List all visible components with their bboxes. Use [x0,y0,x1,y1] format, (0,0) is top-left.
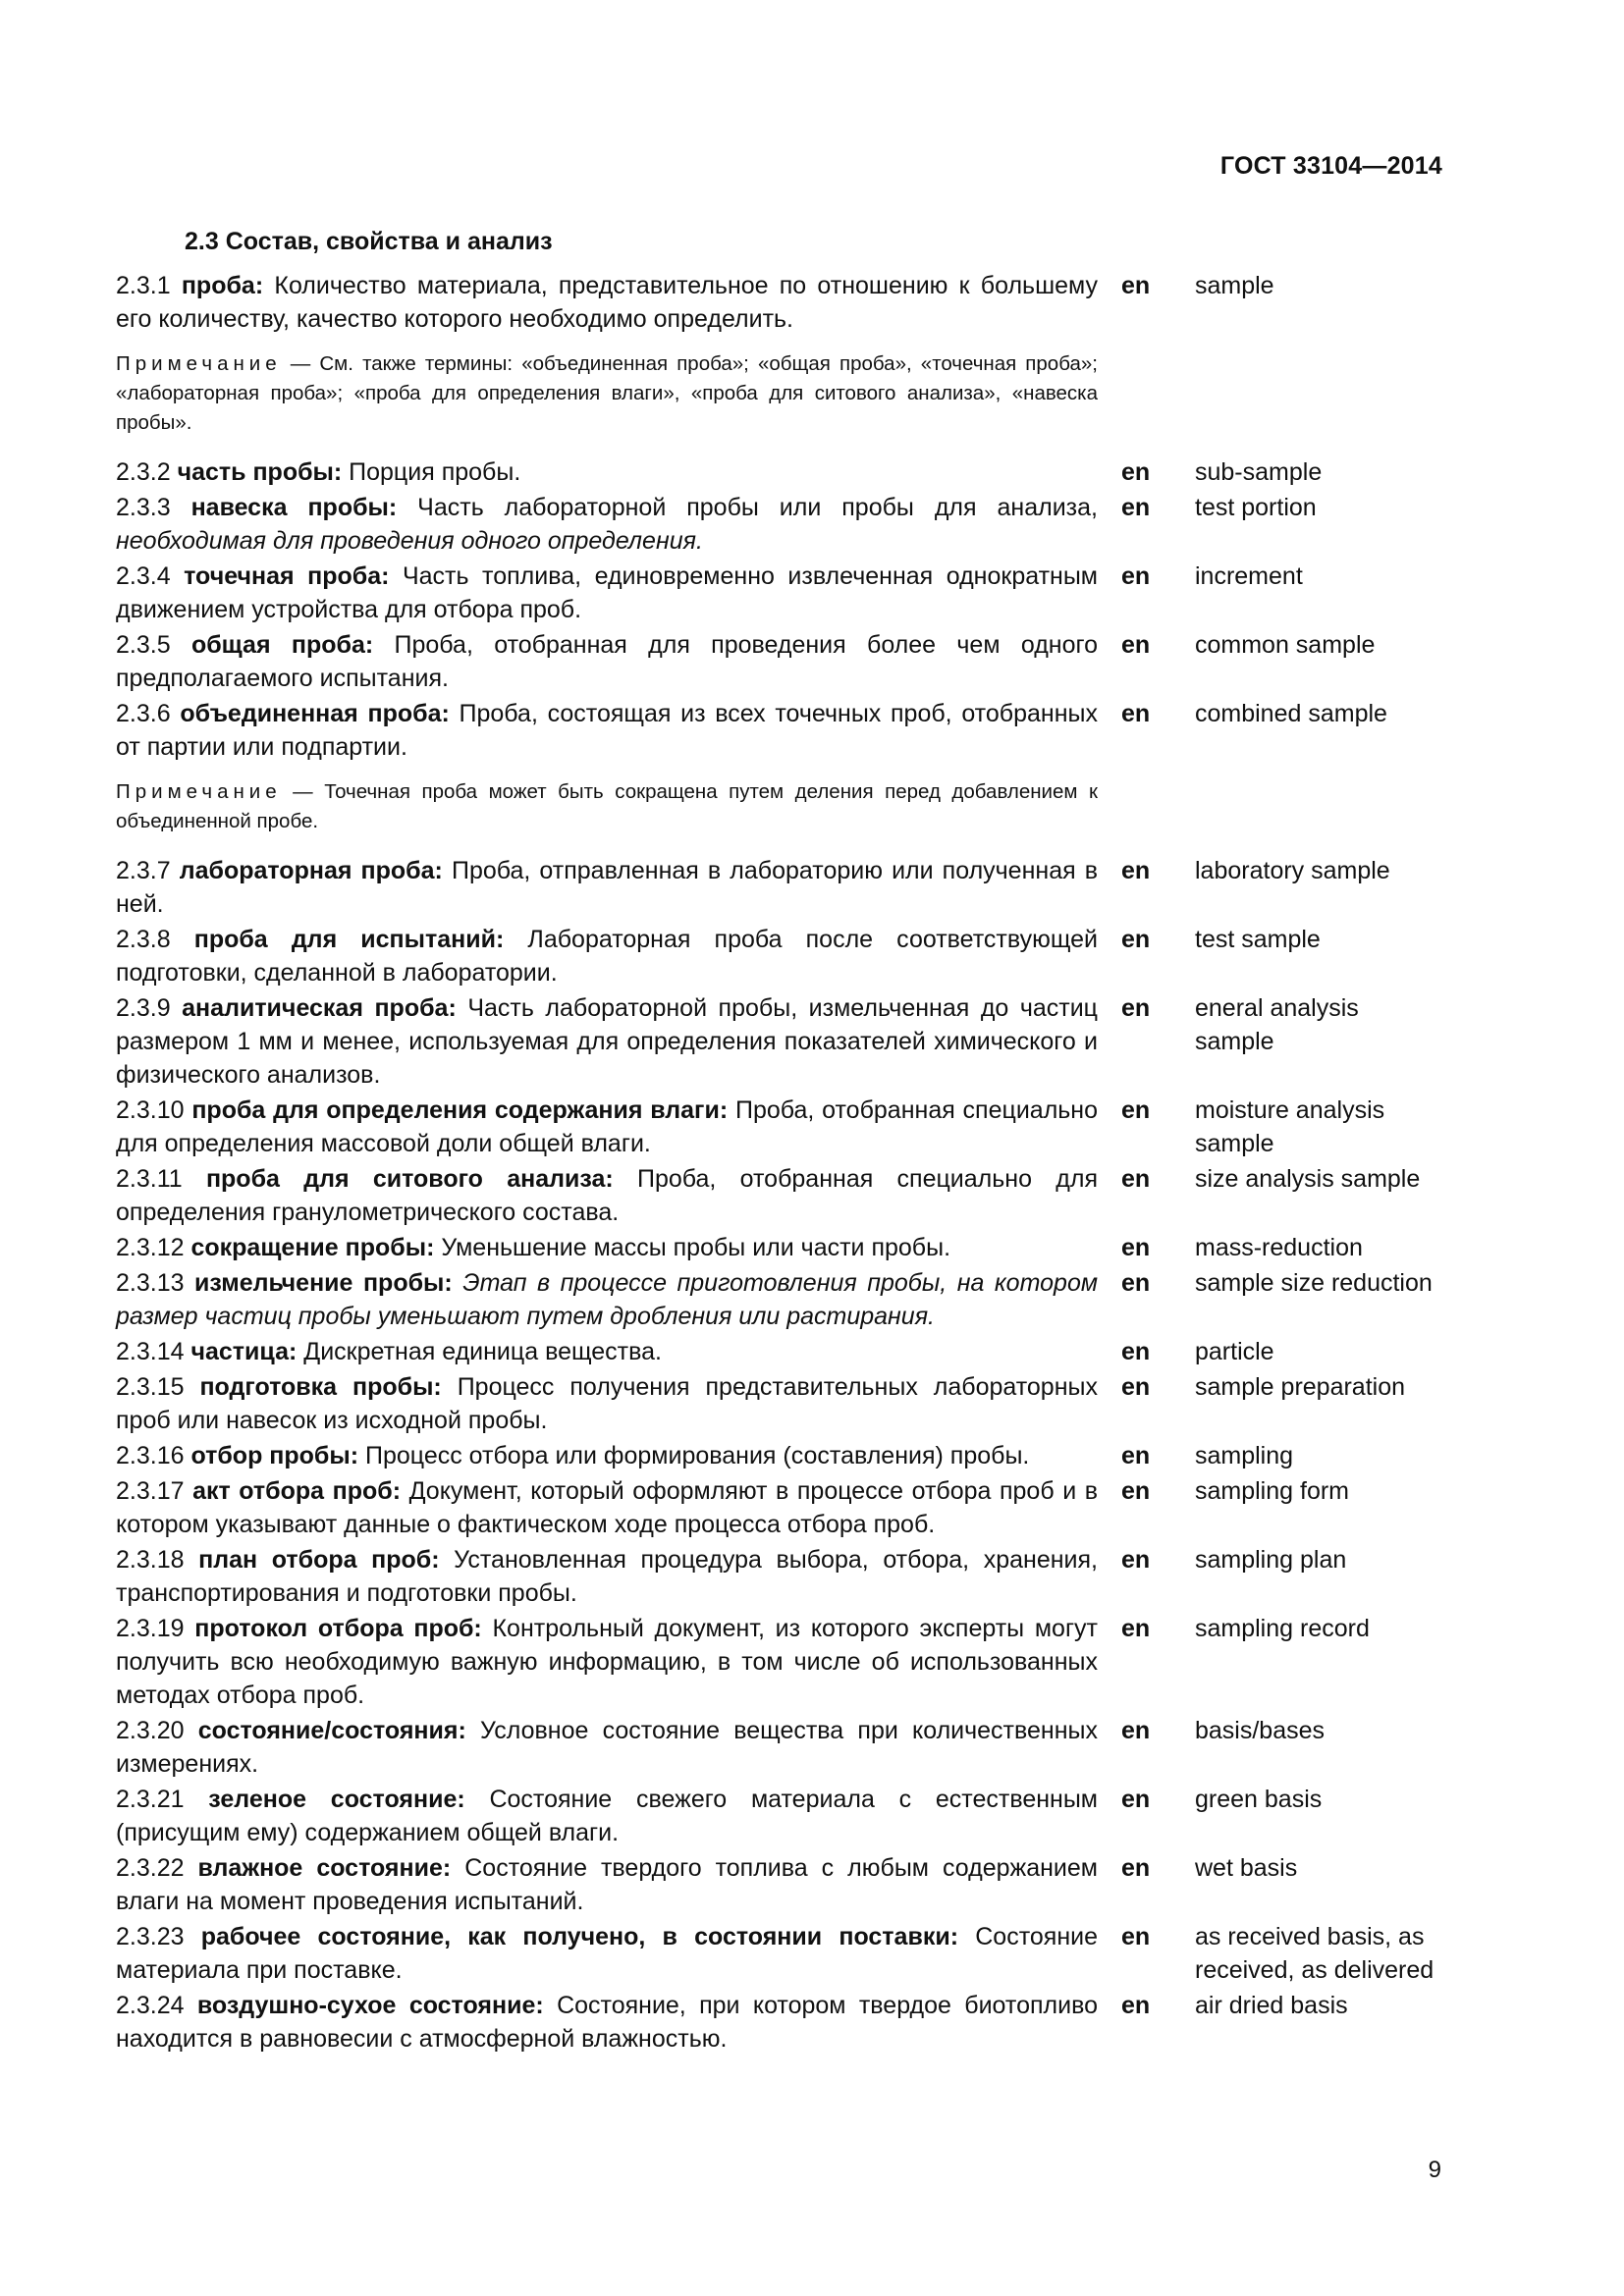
note-text: См. также термины: «объединенная проба»; «общая проба», «точечная проба»; «лабораторная проба»; «проба для определения влаги», «проба для ситового анализа», «навеска пробы». [116,352,1098,434]
language-code: en [1121,458,1151,486]
language-code: en [1121,1442,1151,1469]
english-equivalent: size analysis sample [1195,1165,1421,1193]
definition-text: Состояние свежего материала с естественным (присущим ему) содержанием общей влаги. [116,1786,1098,1846]
term-entry [116,697,1443,852]
term-definition [116,455,1098,489]
page-number: 9 [1428,2157,1441,2183]
term-number: 2.3.10 [116,1096,185,1124]
english-equivalent: sample preparation [1195,1373,1406,1401]
term-definition [116,1714,1098,1781]
english-equivalent: mass-reduction [1195,1234,1363,1261]
term-name: лабораторная проба: [179,857,443,884]
note-label: Примечание [116,780,282,803]
definition-text: Состояние твердого топлива с любым содержанием влаги на момент проведения испытаний. [116,1854,1098,1915]
term-entry [116,1543,1443,1610]
term-entry [116,628,1443,695]
definition-text: Часть лабораторной пробы, измельченная до частиц размером 1 мм и менее, используемая для определения показателей химического и физического анализов. [116,994,1099,1089]
term-name: общая проба: [190,631,374,659]
term-name: навеска пробы: [190,494,398,521]
term-entry [116,1094,1443,1160]
term-name: проба для испытаний: [193,926,505,953]
term-name: протокол отбора проб: [194,1615,482,1642]
note-text: Точечная проба может быть сокращена путем деления перед добавлением к объединенной пробе. [116,780,1098,832]
english-equivalent: sampling form [1195,1477,1349,1505]
term-entry [116,491,1443,558]
term-definition [116,1474,1098,1541]
term-definition [116,1335,1098,1368]
term-number: 2.3.17 [116,1477,185,1505]
definition-italic-text: необходимая для проведения одного определения. [116,527,703,555]
language-code: en [1121,1338,1151,1365]
term-number: 2.3.16 [116,1442,185,1469]
language-code: en [1121,1234,1151,1261]
english-equivalent: sub-sample [1195,458,1323,486]
definition-text: Дискретная единица вещества. [303,1338,662,1365]
definition-text: Документ, который оформляют в процессе отбора проб и в котором указывают данные о фактическом ходе процесса отбора проб. [116,1477,1099,1538]
term-number: 2.3.15 [116,1373,185,1401]
term-number: 2.3.8 [116,926,171,953]
language-code: en [1121,1096,1151,1124]
term-note [116,349,1098,438]
term-name: влажное состояние: [197,1854,452,1882]
term-name: рабочее состояние, как получено, в состоянии поставки: [200,1923,959,1950]
term-definition [116,1370,1098,1437]
english-equivalent: basis/bases [1195,1717,1326,1744]
term-name: зеленое состояние: [208,1786,465,1813]
document-header: ГОСТ 33104—2014 [1219,152,1442,180]
english-equivalent: laboratory sample [1195,857,1390,884]
term-number: 2.3.7 [116,857,171,884]
term-definition [116,1266,1098,1333]
term-definition [116,1094,1098,1160]
language-code: en [1121,1992,1151,2019]
term-number: 2.3.13 [116,1269,185,1297]
language-code: en [1121,1477,1151,1505]
definition-italic-text: Этап в процессе приготовления пробы, на котором размер частиц пробы уменьшают путем дробления или растирания. [116,1269,1098,1330]
section-title: 2.3 Состав, свойства и анализ [185,228,553,255]
term-entry [116,1612,1443,1712]
term-definition [116,1231,1098,1264]
term-number: 2.3.21 [116,1786,185,1813]
term-name: объединенная проба: [180,700,450,727]
definition-text: Проба, отобранная для проведения более чем одного предполагаемого испытания. [116,631,1098,692]
term-name: точечная проба: [184,562,390,590]
term-name: часть пробы: [177,458,343,486]
term-name: воздушно-сухое состояние: [196,1992,544,2019]
term-number: 2.3.18 [116,1546,185,1574]
english-equivalent: wet basis [1195,1854,1298,1882]
english-equivalent: green basis [1195,1786,1323,1813]
language-code: en [1121,857,1151,884]
terms-list [116,269,1443,2057]
definition-text: Контрольный документ, из которого эксперты могут получить всю необходимую важную информацию, в том числе об использованных методах отбора проб. [116,1615,1099,1709]
term-definition [116,1989,1098,2056]
english-equivalent: as received basis, as received, as delivered [1195,1923,1435,1984]
term-entry [116,854,1443,921]
term-entry [116,991,1443,1092]
term-entry [116,1989,1443,2056]
english-equivalent: moisture analysis sample [1195,1096,1385,1157]
term-number: 2.3.22 [116,1854,185,1882]
term-entry [116,560,1443,626]
term-number: 2.3.19 [116,1615,185,1642]
language-code: en [1121,562,1151,590]
term-name: измельчение пробы: [194,1269,453,1297]
term-entry [116,1439,1443,1472]
term-entry [116,1474,1443,1541]
term-number: 2.3.24 [116,1992,185,2019]
definition-text: Установленная процедура выбора, отбора, хранения, транспортирования и подготовки пробы. [116,1546,1098,1607]
term-name: проба: [181,272,264,299]
term-entry [116,1335,1443,1368]
language-code: en [1121,1786,1151,1813]
term-definition [116,491,1098,558]
english-equivalent: eneral analysis sample [1195,994,1359,1055]
term-definition [116,1612,1098,1712]
english-equivalent: sampling [1195,1442,1294,1469]
term-definition [116,1543,1098,1610]
definition-text: Проба, отобранная специально для определения массовой доли общей влаги. [116,1096,1099,1157]
definition-text: Порция пробы. [349,458,521,486]
term-number: 2.3.23 [116,1923,185,1950]
english-equivalent: sample [1195,272,1274,299]
term-definition [116,854,1098,921]
term-number: 2.3.6 [116,700,171,727]
definition-text: Часть топлива, единовременно извлеченная однократным движением устройства для отбора проб. [116,562,1098,623]
term-number: 2.3.14 [116,1338,185,1365]
definition-text: Состояние материала при поставке. [116,1923,1098,1984]
term-name: проба для ситового анализа: [205,1165,614,1193]
term-definition [116,991,1098,1092]
note-dash: — [281,780,325,803]
term-entry [116,269,1443,454]
english-equivalent: particle [1195,1338,1274,1365]
term-entry [116,1162,1443,1229]
term-entry [116,1266,1443,1333]
term-definition [116,628,1098,695]
english-equivalent: test portion [1195,494,1317,521]
language-code: en [1121,1717,1151,1744]
language-code: en [1121,700,1151,727]
term-note [116,777,1098,836]
definition-text: Проба, отправленная в лабораторию или полученная в ней. [116,857,1099,918]
term-entry [116,1851,1443,1918]
english-equivalent: air dried basis [1195,1992,1348,2019]
term-definition [116,1439,1098,1472]
definition-text: Проба, отобранная специально для определения гранулометрического состава. [116,1165,1098,1226]
term-definition [116,269,1098,336]
note-dash: — [281,352,320,375]
term-name: частица: [190,1338,298,1365]
language-code: en [1121,272,1151,299]
term-definition [116,923,1098,989]
language-code: en [1121,1373,1151,1401]
term-entry [116,923,1443,989]
language-code: en [1121,1854,1151,1882]
language-code: en [1121,1165,1151,1193]
term-name: план отбора проб: [198,1546,440,1574]
term-name: подготовка пробы: [199,1373,442,1401]
term-name: отбор пробы: [190,1442,359,1469]
note-label: Примечание [116,352,282,375]
language-code: en [1121,926,1151,953]
term-number: 2.3.11 [116,1165,183,1193]
language-code: en [1121,1269,1151,1297]
term-name: сокращение пробы: [190,1234,435,1261]
term-definition [116,1920,1098,1987]
definition-text: Лабораторная проба после соответствующей подготовки, сделанной в лаборатории. [116,926,1098,987]
term-definition [116,697,1098,764]
term-entry [116,1920,1443,1987]
english-equivalent: sampling record [1195,1615,1370,1642]
definition-text: Количество материала, представительное по отношению к большему его количеству, качество которого необходимо определить. [116,272,1098,333]
term-number: 2.3.12 [116,1234,185,1261]
definition-text: Проба, состоящая из всех точечных проб, отобранных от партии или подпартии. [116,700,1098,761]
term-number: 2.3.5 [116,631,171,659]
english-equivalent: increment [1195,562,1303,590]
english-equivalent: sampling plan [1195,1546,1347,1574]
language-code: en [1121,994,1151,1022]
term-definition [116,1851,1098,1918]
language-code: en [1121,1615,1151,1642]
term-entry [116,1231,1443,1264]
term-entry [116,1783,1443,1849]
definition-text: Уменьшение массы пробы или части пробы. [441,1234,951,1261]
definition-text: Состояние, при котором твердое биотопливо находится в равновесии с атмосферной влажностью. [116,1992,1098,2053]
term-number: 2.3.2 [116,458,171,486]
definition-text: Условное состояние вещества при количественных измерениях. [116,1717,1098,1778]
definition-text: Процесс получения представительных лабораторных проб или навесок из исходной пробы. [116,1373,1098,1434]
language-code: en [1121,1923,1151,1950]
definition-text: Часть лабораторной пробы или пробы для анализа, [417,494,1098,521]
definition-text: Процесс отбора или формирования (составления) пробы. [365,1442,1030,1469]
term-number: 2.3.1 [116,272,171,299]
term-entry [116,1370,1443,1437]
term-name: акт отбора проб: [192,1477,402,1505]
term-name: проба для определения содержания влаги: [191,1096,729,1124]
term-definition [116,1783,1098,1849]
term-number: 2.3.4 [116,562,171,590]
term-number: 2.3.20 [116,1717,185,1744]
term-number: 2.3.3 [116,494,171,521]
term-number: 2.3.9 [116,994,171,1022]
term-definition [116,560,1098,626]
language-code: en [1121,1546,1151,1574]
english-equivalent: common sample [1195,631,1376,659]
english-equivalent: sample size reduction [1195,1269,1433,1297]
term-name: состояние/состояния: [197,1717,466,1744]
language-code: en [1121,631,1151,659]
term-entry [116,1714,1443,1781]
language-code: en [1121,494,1151,521]
english-equivalent: test sample [1195,926,1321,953]
term-definition [116,1162,1098,1229]
english-equivalent: combined sample [1195,700,1387,727]
term-name: аналитическая проба: [182,994,457,1022]
term-entry [116,455,1443,489]
